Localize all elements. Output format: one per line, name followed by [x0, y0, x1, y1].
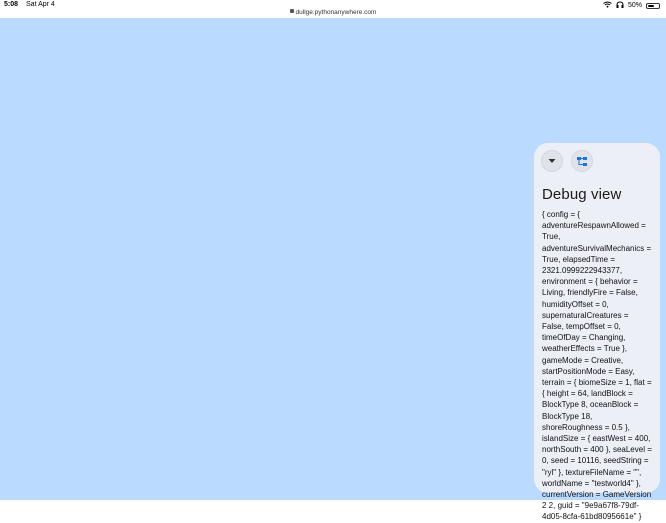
address-bar[interactable]	[0, 9, 666, 16]
wifi-icon	[603, 1, 612, 10]
panel-buttons	[541, 150, 652, 172]
lock-icon	[290, 9, 294, 13]
status-bar	[0, 0, 666, 18]
status-time: 5:08	[4, 1, 19, 8]
debug-panel	[534, 143, 660, 522]
battery-percent: 50%	[627, 2, 642, 9]
chevron-down-icon	[548, 158, 556, 164]
status-left	[4, 1, 55, 8]
tree-view-button[interactable]	[571, 150, 593, 172]
headphone-icon	[616, 1, 624, 10]
collapse-button[interactable]	[541, 150, 563, 172]
status-right	[603, 1, 660, 10]
battery-icon	[646, 3, 660, 9]
debug-state-text: { config = { adventureRespawnAllowed = True, adventureSurvivalMechanics = True, elapsedTime = 2321.0999222943377, environment = { behavior = Living, friendlyFire = False, humidityOffset = 0, supernaturalCreatures = False, tempOffset = 0, timeOfDay = Changing, weatherEffects = True }, gameMode = Creative, startPositionMode = Easy, terrain = { biomeSize = 1, flat = { height = 64, landBlock = BlockType 8, oceanBlock = BlockType 18, shoreRoughness = 0.5 }, islandSize = { eastWest = 400, northSouth = 400 }, seaLevel = 0, seed = 10116, seedString = "ryl" }, textureFileName = "", worldName = "testworld4" }, currentVersion = GameVersion 2 2, guid = "9e9a67f8-79df-4d05-8cfa-61bd8095661e" }	[542, 210, 652, 522]
url-text: dullge.pythonanywhere.com	[295, 9, 377, 16]
status-date: Sat Apr 4	[26, 1, 55, 8]
tree-icon	[576, 156, 588, 167]
debug-title: Debug view	[542, 186, 622, 203]
